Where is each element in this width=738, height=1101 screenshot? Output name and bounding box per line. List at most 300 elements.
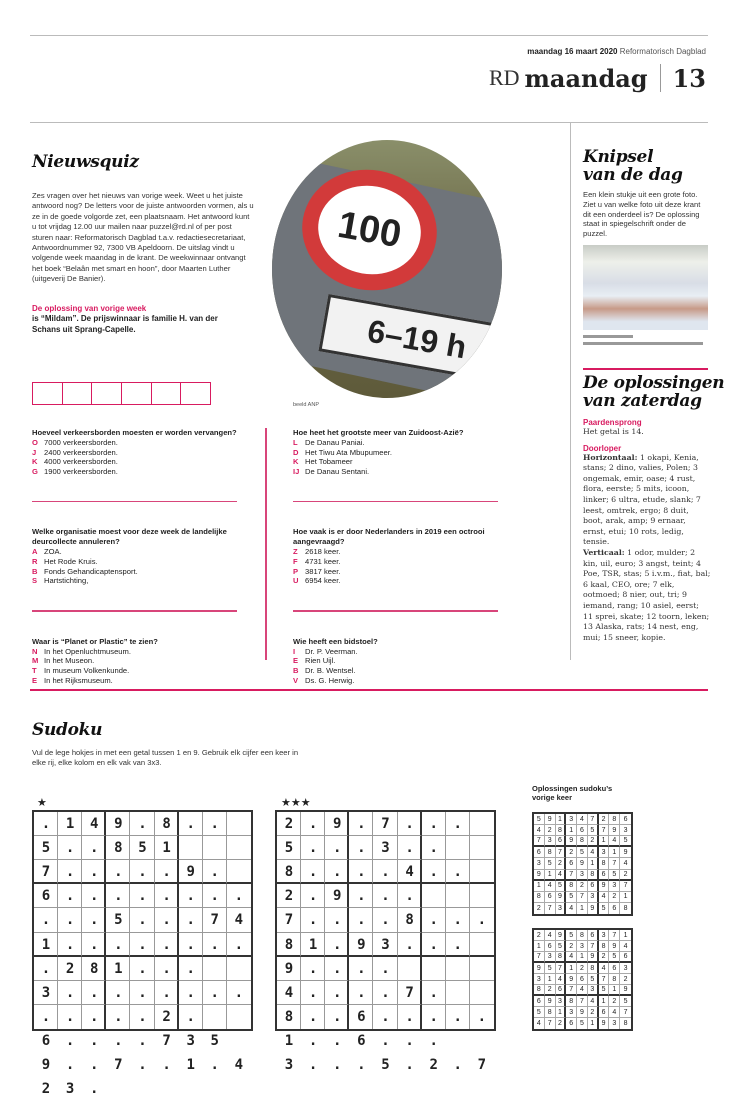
sudoku-given-cell	[179, 1005, 203, 1029]
option-text: Dr. B. Wentsel.	[305, 666, 356, 676]
sudoku-empty-cell[interactable]	[349, 884, 373, 908]
sudoku-empty-cell[interactable]	[179, 981, 203, 1005]
answer-box[interactable]	[151, 382, 182, 405]
sudoku-given-cell: 8	[566, 996, 577, 1007]
header-rule	[30, 122, 708, 123]
sudoku-empty-cell[interactable]	[301, 908, 325, 932]
page-number: 13	[672, 63, 706, 93]
sudoku-given-cell	[446, 981, 470, 1005]
sudoku-empty-cell[interactable]	[130, 933, 154, 957]
vertical-text: 1 odor, mulder; 2 kin, uil, euro; 3 angst, teint; 4 Poe, TSR, stas; 5 i.v.m., fiat, bal; 6 kaal, CEO, ore; 7 elk, ootmoed; 8 nier, out, tri; 9 iemand, rang; 10 asiel, eerst; 11 sprei, skate; 12 toorn, leken; 13 Alaska, rats; 14 nest, eng, mui; 15 sneer, kopie.	[583, 547, 711, 642]
sudoku-given-cell: 1	[599, 836, 610, 847]
previous-solution-label: De oplossing van vorige week	[32, 304, 147, 313]
sudoku-given-cell: 7	[566, 870, 577, 881]
sudoku-empty-cell[interactable]	[106, 957, 130, 981]
option-letter: J	[32, 447, 37, 457]
answer-option	[32, 647, 247, 657]
sudoku-given-cell: 4	[620, 858, 631, 869]
sudoku-given-cell	[446, 860, 470, 884]
sudoku-given-cell: 5	[588, 974, 599, 985]
sudoku-empty-cell[interactable]	[155, 884, 179, 908]
option-text: In het Museon.	[44, 656, 95, 666]
sudoku-empty-cell[interactable]	[203, 860, 227, 884]
sudoku-empty-cell[interactable]	[58, 981, 82, 1005]
sudoku-empty-cell[interactable]	[34, 860, 58, 884]
horizontal-text: 1 okapi, Kenia, stans; 2 dino, valies, Polen; 3 ongemak, emir, oase; 4 rust, flora, eerste; 5 mits, icoon, linker; 6 ultra, etude, slank; 7 leest, omtrek, ergo; 8 duit, boot, arak, amp; 9 ernaar, ernst, etui; 10 rots, ledig, tensie.	[583, 452, 701, 547]
sudoku-empty-cell[interactable]	[34, 957, 58, 981]
sudoku-given-cell: 5	[534, 814, 545, 825]
sudoku-given-cell: 7	[599, 974, 610, 985]
sudoku-given-cell: 1	[588, 1018, 599, 1029]
sudoku-empty-cell[interactable]	[277, 933, 301, 957]
sudoku-empty-cell[interactable]	[301, 860, 325, 884]
sudoku-given-cell: 7	[620, 1007, 631, 1018]
sudoku-given-cell: 3	[534, 858, 545, 869]
sudoku-empty-cell[interactable]	[106, 933, 130, 957]
sudoku-grid-easy[interactable]	[32, 810, 259, 1098]
sudoku-title: Sudoku	[32, 720, 103, 740]
sudoku-given-cell: 6	[545, 941, 556, 952]
option-letter: N	[32, 646, 38, 656]
pink-column-rule	[265, 428, 267, 660]
sudoku-given-cell	[470, 812, 494, 836]
sudoku-given-cell: 9	[566, 974, 577, 985]
column-rule	[570, 122, 571, 660]
option-text: Rien Uijl.	[305, 656, 336, 666]
sudoku-empty-cell[interactable]	[34, 836, 58, 860]
sudoku-empty-cell[interactable]	[179, 908, 203, 932]
sudoku-empty-cell[interactable]	[398, 933, 422, 957]
answer-option	[293, 567, 508, 577]
sudoku-given-cell	[325, 860, 349, 884]
sudoku-empty-cell[interactable]	[373, 933, 397, 957]
sudoku-empty-cell[interactable]	[106, 981, 130, 1005]
sudoku-empty-cell[interactable]	[470, 957, 494, 981]
sudoku-empty-cell[interactable]	[227, 860, 251, 884]
sudoku-empty-cell[interactable]	[470, 908, 494, 932]
option-letter: P	[293, 566, 299, 576]
sudoku-empty-cell[interactable]	[58, 933, 82, 957]
question-text: Welke organisatie moest voor deze week de landelijke deurcollecte annuleren?	[32, 527, 227, 547]
sudoku-empty-cell[interactable]	[203, 908, 227, 932]
sudoku-given-cell: 7	[609, 858, 620, 869]
sudoku-given-cell	[34, 1005, 58, 1029]
sudoku-given-cell: 2	[588, 1007, 599, 1018]
sudoku-empty-cell[interactable]	[106, 860, 130, 884]
sudoku-given-cell: 6	[545, 892, 556, 903]
sudoku-empty-cell[interactable]	[422, 860, 446, 884]
sudoku-given-cell: 7	[577, 892, 588, 903]
sudoku-given-cell: 3	[545, 952, 556, 963]
sudoku-empty-cell[interactable]	[179, 957, 203, 981]
sudoku-empty-cell[interactable]	[277, 908, 301, 932]
sudoku-empty-cell[interactable]	[82, 884, 106, 908]
option-letter: G	[32, 467, 38, 477]
sudoku-empty-cell[interactable]	[470, 933, 494, 957]
sudoku-empty-cell[interactable]	[349, 957, 373, 981]
sudoku-given-cell	[398, 908, 422, 932]
sudoku-empty-cell[interactable]	[227, 981, 251, 1005]
sudoku-empty-cell[interactable]	[130, 957, 154, 981]
sudoku-given-cell: 1	[577, 903, 588, 914]
sudoku-empty-cell[interactable]	[398, 812, 422, 836]
quiz-question	[32, 428, 247, 477]
option-letter: R	[32, 556, 38, 566]
sudoku-given-cell: 1	[566, 963, 577, 974]
answer-option	[32, 567, 247, 577]
sudoku-given-cell: 7	[620, 881, 631, 892]
sudoku-given-cell: 1	[566, 825, 577, 836]
sudoku-given-cell	[422, 908, 446, 932]
sudoku-empty-cell[interactable]	[179, 812, 203, 836]
sudoku-empty-cell[interactable]	[277, 884, 301, 908]
sudoku-given-cell	[130, 836, 154, 860]
option-text: 2618 keer.	[305, 547, 341, 557]
sudoku-empty-cell[interactable]	[422, 884, 446, 908]
sudoku-given-cell: 7	[588, 941, 599, 952]
sudoku-given-cell: 2	[620, 974, 631, 985]
sudoku-given-cell: 8	[566, 881, 577, 892]
option-text: Dr. P. Veerman.	[305, 646, 358, 656]
sudoku-given-cell	[325, 957, 349, 981]
sudoku-given-cell	[373, 957, 397, 981]
sudoku-empty-cell[interactable]	[446, 812, 470, 836]
sudoku-empty-cell[interactable]	[130, 1005, 154, 1029]
sudoku-given-cell	[155, 1005, 179, 1029]
sudoku-empty-cell[interactable]	[373, 884, 397, 908]
sudoku-empty-cell[interactable]	[58, 957, 82, 981]
sudoku-given-cell	[325, 884, 349, 908]
question-divider	[32, 501, 237, 503]
option-text: Het Tobameer	[305, 457, 353, 467]
sudoku-empty-cell[interactable]	[277, 1005, 301, 1029]
answer-option	[293, 656, 508, 666]
sudoku-given-cell: 7	[599, 825, 610, 836]
sudoku-given-cell	[325, 1005, 349, 1029]
answer-box[interactable]	[32, 382, 63, 405]
quiz-question	[293, 637, 508, 686]
sudoku-given-cell: 8	[545, 847, 556, 858]
quiz-question	[293, 527, 508, 586]
sudoku-empty-cell[interactable]	[227, 908, 251, 932]
previous-solution-text: is “Mildam”. De prijswinnaar is familie H. van der Schans uit Sprang-Capelle.	[32, 314, 218, 334]
sudoku-empty-cell[interactable]	[373, 1005, 397, 1029]
sudoku-intro: Vul de lege hokjes in met een getal tussen 1 en 9. Gebruik elk cijfer een keer in elke rij, elke kolom en elk vak van 3x3.	[32, 748, 299, 768]
sudoku-given-cell: 5	[599, 985, 610, 996]
sudoku-given-cell: 9	[577, 858, 588, 869]
sudoku-empty-cell[interactable]	[446, 908, 470, 932]
sudoku-empty-cell[interactable]	[155, 860, 179, 884]
sudoku-given-cell: 4	[577, 814, 588, 825]
sudoku-given-cell: 6	[588, 930, 599, 941]
answer-box[interactable]	[121, 382, 152, 405]
previous-solution	[32, 304, 247, 335]
question-text: Wie heeft een bidstoel?	[293, 636, 378, 646]
sudoku-given-cell	[155, 836, 179, 860]
sudoku-empty-cell[interactable]	[130, 812, 154, 836]
answer-option	[32, 467, 247, 477]
sudoku-given-cell: 7	[566, 985, 577, 996]
sudoku-given-cell: 4	[556, 974, 567, 985]
sudoku-given-cell: 2	[534, 903, 545, 914]
sudoku-empty-cell[interactable]	[227, 836, 251, 860]
sudoku-empty-cell[interactable]	[349, 1005, 373, 1029]
sudoku-given-cell: 8	[556, 825, 567, 836]
question-text: Hoe vaak is er door Nederlanders in 2019 een octrooi aangevraagd?	[293, 527, 485, 547]
answer-box[interactable]	[62, 382, 93, 405]
sudoku-given-cell	[446, 957, 470, 981]
knipsel-title-1: Knipsel	[583, 147, 654, 167]
sudoku-given-cell: 3	[566, 814, 577, 825]
sudoku-empty-cell[interactable]	[325, 933, 349, 957]
masthead	[489, 62, 706, 94]
sudoku-given-cell: 2	[588, 836, 599, 847]
sudoku-empty-cell[interactable]	[301, 884, 325, 908]
sudoku-given-cell: 3	[577, 941, 588, 952]
sudoku-empty-cell[interactable]	[373, 836, 397, 860]
sudoku-empty-cell[interactable]	[34, 884, 58, 908]
sudoku-given-cell: 6	[577, 825, 588, 836]
sudoku-empty-cell[interactable]	[325, 981, 349, 1005]
sudoku-given-cell: 9	[620, 985, 631, 996]
sudoku-empty-cell[interactable]	[58, 836, 82, 860]
sudoku-given-cell: 4	[588, 996, 599, 1007]
sudoku-empty-cell[interactable]	[301, 981, 325, 1005]
sudoku-given-cell: 8	[599, 858, 610, 869]
sudoku-given-cell: 5	[566, 930, 577, 941]
answer-option	[293, 547, 508, 557]
sudoku-empty-cell[interactable]	[470, 884, 494, 908]
sudoku-given-cell	[82, 957, 106, 981]
sudoku-given-cell: 3	[556, 903, 567, 914]
sudoku-given-cell: 4	[609, 1007, 620, 1018]
sudoku-empty-cell[interactable]	[325, 836, 349, 860]
sudoku-empty-cell[interactable]	[155, 981, 179, 1005]
answer-option	[293, 576, 508, 586]
sudoku-given-cell	[58, 812, 82, 836]
sudoku-empty-cell[interactable]	[82, 933, 106, 957]
sudoku-given-cell	[179, 933, 203, 957]
sudoku-given-cell: 3	[620, 963, 631, 974]
sudoku-empty-cell[interactable]	[301, 1005, 325, 1029]
sudoku-given-cell: 2	[556, 1018, 567, 1029]
answer-option	[293, 666, 508, 676]
difficulty-stars: ★	[37, 797, 47, 809]
sudoku-given-cell	[82, 860, 106, 884]
sudoku-empty-cell[interactable]	[179, 836, 203, 860]
sudoku-empty-cell[interactable]	[398, 981, 422, 1005]
sudoku-empty-cell[interactable]	[301, 957, 325, 981]
brand: RD	[488, 65, 520, 90]
sudoku-given-cell: 8	[599, 941, 610, 952]
sudoku-empty-cell[interactable]	[470, 981, 494, 1005]
sudoku-empty-cell[interactable]	[130, 981, 154, 1005]
sudoku-given-cell: 2	[577, 963, 588, 974]
sudoku-solution-grid	[532, 812, 633, 916]
sudoku-given-cell: 8	[577, 930, 588, 941]
sudoku-given-cell: 6	[534, 996, 545, 1007]
answer-option	[293, 457, 508, 467]
sudoku-given-cell	[130, 908, 154, 932]
answer-box[interactable]	[180, 382, 211, 405]
sudoku-empty-cell[interactable]	[82, 1005, 106, 1029]
sudoku-given-cell: 9	[534, 963, 545, 974]
sudoku-empty-cell[interactable]	[203, 812, 227, 836]
sudoku-given-cell	[203, 884, 227, 908]
sudoku-given-cell: 3	[599, 930, 610, 941]
sudoku-given-cell: 1	[577, 952, 588, 963]
sudoku-given-cell: 5	[599, 903, 610, 914]
sudoku-empty-cell[interactable]	[398, 836, 422, 860]
sudoku-given-cell: 6	[609, 963, 620, 974]
sudoku-given-cell: 6	[566, 858, 577, 869]
sudoku-given-cell	[203, 933, 227, 957]
sudoku-given-cell: 5	[534, 1007, 545, 1018]
option-text: 6954 keer.	[305, 576, 341, 586]
sudoku-empty-cell[interactable]	[179, 884, 203, 908]
questions-column-1	[32, 428, 247, 686]
sudoku-given-cell: 8	[588, 870, 599, 881]
sudoku-empty-cell[interactable]	[58, 884, 82, 908]
sudoku-given-cell: 8	[609, 974, 620, 985]
question-text: Hoe heet het grootste meer van Zuidoost-Azië?	[293, 428, 464, 437]
sudoku-empty-cell[interactable]	[446, 1005, 470, 1029]
sudoku-given-digits: .149.8..5..8517.....9.6...........5...741.........281...3.............2.6....7359..7..1.423.	[41, 816, 259, 1098]
sudoku-given-cell	[106, 812, 130, 836]
sudoku-given-cell: 6	[620, 814, 631, 825]
option-letter: D	[293, 447, 299, 457]
sudoku-empty-cell[interactable]	[277, 860, 301, 884]
sudoku-empty-cell[interactable]	[470, 836, 494, 860]
sudoku-given-cell: 6	[609, 903, 620, 914]
sudoku-empty-cell[interactable]	[203, 836, 227, 860]
sudoku-given-cell: 2	[545, 985, 556, 996]
sudoku-empty-cell[interactable]	[130, 884, 154, 908]
paper-name: Reformatorisch Dagblad	[619, 47, 706, 56]
solutions-heading: Paardensprong	[583, 418, 642, 427]
sudoku-empty-cell[interactable]	[58, 908, 82, 932]
sudoku-empty-cell[interactable]	[301, 812, 325, 836]
sudoku-empty-cell[interactable]	[398, 884, 422, 908]
sudoku-empty-cell[interactable]	[34, 812, 58, 836]
answer-option	[32, 676, 247, 686]
option-text: 4731 keer.	[305, 556, 341, 566]
sudoku-given-cell: 1	[609, 847, 620, 858]
sudoku-empty-cell[interactable]	[422, 812, 446, 836]
sudoku-given-cell	[82, 836, 106, 860]
sudoku-empty-cell[interactable]	[349, 860, 373, 884]
option-letter: B	[293, 666, 299, 676]
sudoku-given-cell: 1	[556, 1007, 567, 1018]
sudoku-given-cell: 4	[588, 847, 599, 858]
sudoku-empty-cell[interactable]	[34, 933, 58, 957]
sudoku-given-cell: 4	[566, 952, 577, 963]
option-letter: E	[293, 656, 299, 666]
sudoku-given-cell: 5	[545, 858, 556, 869]
sudoku-empty-cell[interactable]	[227, 884, 251, 908]
sudoku-empty-cell[interactable]	[106, 1005, 130, 1029]
sudoku-empty-cell[interactable]	[446, 836, 470, 860]
sudoku-given-cell: 1	[534, 881, 545, 892]
sudoku-given-cell: 4	[599, 963, 610, 974]
sudoku-given-cell: 3	[545, 836, 556, 847]
question-divider	[293, 501, 498, 503]
sudoku-given-cell	[349, 836, 373, 860]
sudoku-given-cell: 9	[556, 930, 567, 941]
sudoku-empty-cell[interactable]	[349, 812, 373, 836]
sudoku-given-cell: 2	[566, 941, 577, 952]
sudoku-empty-cell[interactable]	[277, 957, 301, 981]
sudoku-given-cell: 1	[534, 941, 545, 952]
sudoku-given-cell: 5	[609, 952, 620, 963]
sudoku-given-cell: 6	[599, 870, 610, 881]
knipsel-title	[583, 148, 683, 184]
sudoku-empty-cell[interactable]	[106, 884, 130, 908]
sudoku-solutions-label: Oplossingen sudoku’s vorige keer	[532, 784, 613, 802]
sudoku-empty-cell[interactable]	[155, 957, 179, 981]
sudoku-given-cell: 1	[620, 892, 631, 903]
section-rule	[30, 689, 708, 691]
sudoku-given-cell: 6	[556, 836, 567, 847]
sudoku-empty-cell[interactable]	[277, 836, 301, 860]
sudoku-given-cell: 6	[588, 881, 599, 892]
sudoku-empty-cell[interactable]	[227, 933, 251, 957]
answer-option	[293, 557, 508, 567]
sudoku-empty-cell[interactable]	[422, 981, 446, 1005]
sudoku-empty-cell[interactable]	[349, 981, 373, 1005]
sudoku-given-cell	[398, 860, 422, 884]
answer-box[interactable]	[91, 382, 122, 405]
sudoku-empty-cell[interactable]	[422, 957, 446, 981]
sudoku-empty-cell[interactable]	[179, 860, 203, 884]
sudoku-empty-cell[interactable]	[398, 957, 422, 981]
sudoku-given-cell	[203, 981, 227, 1005]
sudoku-empty-cell[interactable]	[227, 957, 251, 981]
sudoku-empty-cell[interactable]	[470, 860, 494, 884]
sudoku-empty-cell[interactable]	[398, 1005, 422, 1029]
sudoku-empty-cell[interactable]	[349, 933, 373, 957]
option-letter: U	[293, 576, 299, 586]
sudoku-given-cell: 5	[566, 892, 577, 903]
sudoku-given-cell: 9	[566, 836, 577, 847]
sudoku-given-cell: 6	[566, 1018, 577, 1029]
sudoku-given-cell: 1	[620, 930, 631, 941]
sudoku-empty-cell[interactable]	[82, 981, 106, 1005]
sudoku-given-cell	[227, 1005, 251, 1029]
sudoku-empty-cell[interactable]	[34, 981, 58, 1005]
sudoku-empty-cell[interactable]	[373, 860, 397, 884]
sudoku-empty-cell[interactable]	[34, 908, 58, 932]
sudoku-given-cell	[155, 812, 179, 836]
sudoku-grid-hard[interactable]	[275, 810, 502, 1074]
sudoku-given-cell	[470, 1005, 494, 1029]
sudoku-empty-cell[interactable]	[277, 981, 301, 1005]
sudoku-empty-cell[interactable]	[301, 836, 325, 860]
answer-option	[293, 676, 508, 686]
sudoku-empty-cell[interactable]	[446, 933, 470, 957]
option-letter: IJ	[293, 467, 300, 477]
sudoku-given-cell: 8	[545, 1007, 556, 1018]
sudoku-empty-cell[interactable]	[155, 908, 179, 932]
sudoku-given-cell: 2	[545, 825, 556, 836]
sudoku-empty-cell[interactable]	[203, 957, 227, 981]
sudoku-empty-cell[interactable]	[373, 908, 397, 932]
sudoku-given-cell: 7	[534, 836, 545, 847]
sudoku-empty-cell[interactable]	[58, 860, 82, 884]
answer-boxes[interactable]	[32, 382, 210, 405]
sudoku-given-cell: 7	[556, 847, 567, 858]
sudoku-empty-cell[interactable]	[58, 1005, 82, 1029]
